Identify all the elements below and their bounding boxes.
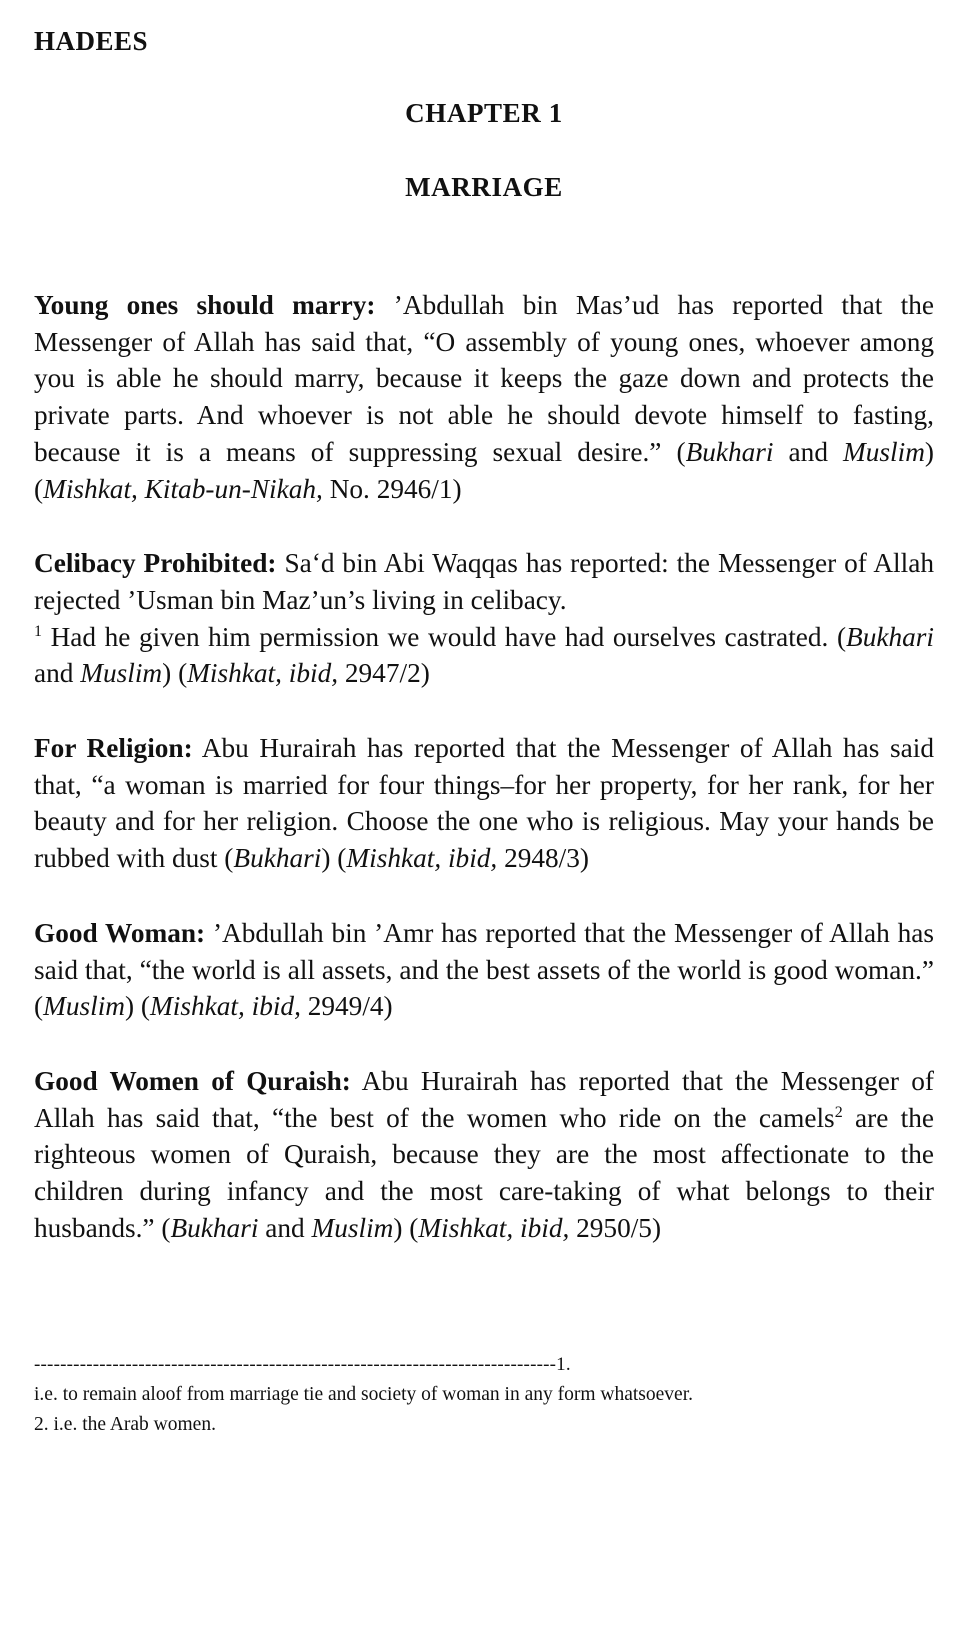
entry-text: ’Abdullah bin Mas’ud has reported that the Messenger of Allah has said that, “O assembly of young ones, whoever among you is able he should marry, because it keeps the gaze down and protects the private parts. And whoever is not able he should devote himself to fasting, because it is a means of suppressing sexual desire.” (: [34, 290, 934, 467]
entry-text: No. 2946/1): [322, 473, 462, 504]
footnote-1: i.e. to remain aloof from marriage tie and society of woman in any form whatsoever.: [34, 1384, 693, 1405]
footnote-rule: --------------------------------------------------------------------------------1.: [34, 1354, 571, 1375]
entry-text: ) (: [34, 436, 935, 504]
entry-text: ’Abdullah bin ’Amr has reported that the Messenger of Allah has said that, “the world is all assets, and the best assets of the world is good woman.” (: [34, 917, 934, 1022]
entry-heading: Good Woman:: [34, 917, 206, 948]
entry-text: 2947/2): [338, 658, 430, 689]
entry-text: ) (: [393, 1212, 419, 1243]
source-ref: Mishkat, ibid,: [150, 991, 301, 1022]
hadith-entries: [34, 287, 934, 1246]
footnote-marker: 2: [834, 1103, 843, 1121]
source-ref: Mishkat, ibid,: [187, 658, 339, 689]
hadith-entry-young-ones: [34, 287, 934, 507]
entry-heading: For Religion:: [34, 733, 193, 764]
hadith-entry-quraish: [34, 1063, 934, 1247]
entry-text: 2950/5): [569, 1212, 662, 1243]
entry-heading: Young ones should marry:: [34, 290, 376, 320]
hadith-entry-religion: [34, 730, 934, 877]
entry-text: and: [773, 436, 844, 467]
entry-text: 2949/4): [300, 991, 393, 1022]
source-ref: Muslim: [311, 1212, 394, 1243]
entry-text: and: [34, 658, 81, 689]
source-ref: Bukhari: [685, 436, 774, 467]
source-ref: Muslim: [843, 436, 925, 467]
entry-text: 2948/3): [497, 843, 590, 874]
chapter-title: MARRIAGE: [405, 172, 563, 202]
chapter-number: CHAPTER 1: [405, 98, 563, 128]
entry-text: Abu Hurairah has reported that the Messenger of Allah has said that, “a woman is married for four things–for her property, for her rank, for her beauty and for her religion. Choose the one who is religious. May your hands be rubbed with dust (: [34, 733, 934, 874]
source-ref: Bukhari: [170, 1212, 259, 1243]
entry-text: ) (: [321, 843, 347, 874]
footnote-2: 2. i.e. the Arab women.: [34, 1414, 216, 1435]
entry-heading: Celibacy Prohibited:: [34, 548, 277, 579]
entry-text: Abu Hurairah has reported that the Messenger of Allah has said that, “the best of the women who ride on the camels: [34, 1065, 935, 1133]
hadith-entry-good-woman: [34, 915, 934, 1025]
entry-text: and: [258, 1212, 312, 1243]
entry-heading: Good Women of Quraish:: [34, 1065, 351, 1096]
entry-text: ) (: [162, 658, 188, 689]
running-head: HADEES: [34, 26, 149, 56]
entry-text: ) (: [125, 991, 151, 1022]
entry-text: are the righteous women of Quraish, because they are the most affectionate to the children during infancy and the most care-taking of what belongs to their husbands.” (: [34, 1102, 934, 1243]
source-ref: Mishkat, ibid,: [346, 843, 498, 874]
footnotes: [34, 1350, 934, 1440]
source-ref: Muslim: [80, 658, 163, 689]
source-ref: Muslim: [43, 991, 125, 1022]
source-ref: Bukhari: [846, 621, 934, 652]
source-ref: Mishkat, ibid,: [418, 1212, 570, 1243]
hadith-entry-celibacy: [34, 545, 934, 692]
entry-text: Sa‘d bin Abi Waqqas has reported: the Messenger of Allah rejected ’Usman bin Maz’un’s living in celibacy.: [34, 548, 934, 615]
source-ref: Bukhari: [233, 843, 322, 874]
entry-text: Had he given him permission we would have had ourselves castrated. (: [42, 621, 847, 652]
source-ref: Mishkat, Kitab-un-Nikah,: [43, 473, 323, 504]
footnote-marker: 1: [34, 622, 42, 640]
